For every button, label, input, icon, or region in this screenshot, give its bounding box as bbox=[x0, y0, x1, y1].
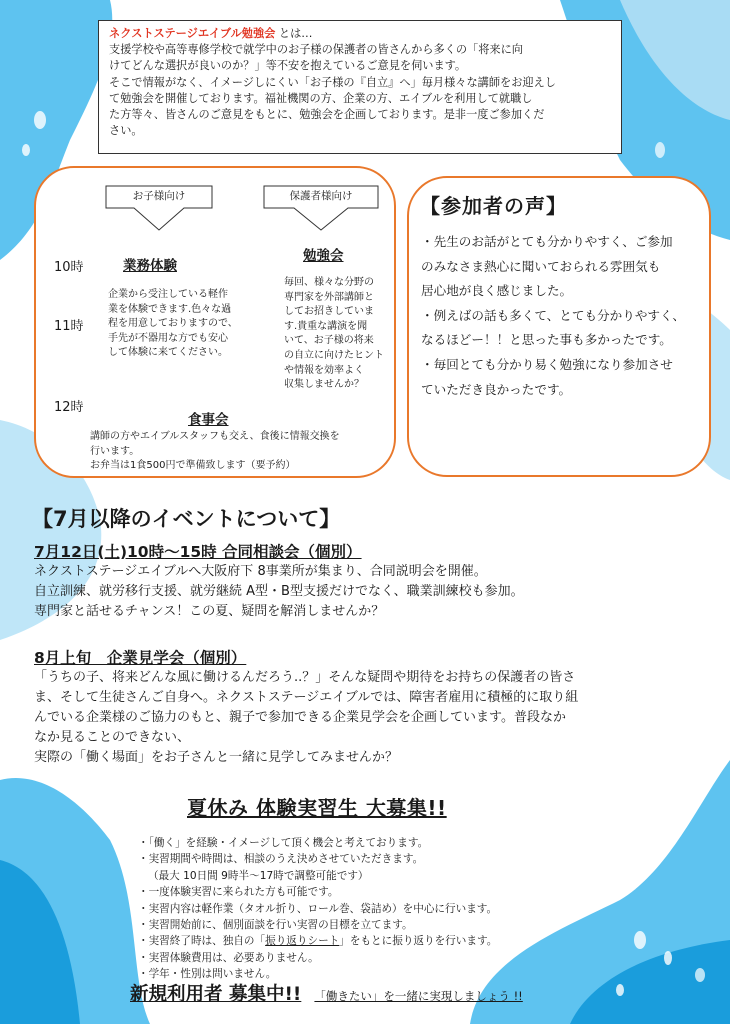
list-item: ・先生のお話がとても分かりやすく、ご参加 bbox=[421, 234, 673, 249]
list-item: ・例えばの話も多くて、とても分かりやすく、 bbox=[421, 307, 685, 323]
intro-line: けてどんな選択が良いのか？」等不安を抱えているご意見を伺います。 bbox=[109, 59, 467, 73]
work-title: 業務体験 bbox=[123, 258, 177, 274]
intro-line: さい。 bbox=[109, 124, 143, 138]
list-item: ・実習期間や時間は、相談のうえ決めさせていただきます。 bbox=[138, 853, 424, 866]
list-item: ・実習開始前に、個別面談を行い実習の目標を立てます。 bbox=[138, 919, 413, 932]
intro-line: た方等々、皆さんのご意見をもとに、勉強会を企画しております。是非一度ご参加くだ bbox=[109, 108, 545, 122]
list-item: ・実習終了時は、独自の「振り返りシート」をもとに振り返りを行います。 bbox=[138, 935, 498, 948]
intro-brand: ネクストステージエイブル勉強会 bbox=[109, 27, 276, 40]
parent-label: 保護者様向け bbox=[289, 190, 353, 202]
summer-list bbox=[138, 835, 497, 983]
event1-title: 7月12日(土)10時～15時 合同相談会（個別） bbox=[34, 543, 362, 561]
voices-list bbox=[421, 230, 709, 402]
summer-title: 夏休み 体験実習生 大募集!! bbox=[187, 796, 447, 820]
lunch-title: 食事会 bbox=[188, 412, 229, 428]
lunch-description: 講師の方やエイブルスタッフも交え、食後に情報交換を 行います。 お弁当は1食500円で準備致します（要予約） bbox=[90, 431, 340, 472]
footer-recruit: 新規利用者 募集中!! bbox=[130, 984, 302, 1005]
list-item: のみなさま熱心に聞いておられる雰囲気も bbox=[421, 258, 661, 274]
list-item: （最大 10日間 9時半～17時で調整可能です） bbox=[148, 869, 369, 882]
voices-title: 【参加者の声】 bbox=[420, 194, 567, 218]
list-item: ・一度体験実習に来られた方も可能です。 bbox=[138, 886, 339, 899]
list-item: ・「働く」を経験・イメージして頂く機会と考えております。 bbox=[138, 837, 429, 849]
work-description: 企業から受注している軽作 業を体験できます.色々な過 程を用意しておりますので、 手先が不器用な方でも安心 して体験に来てください。 bbox=[108, 289, 238, 359]
list-item: ・学年・性別は問いません。 bbox=[138, 968, 277, 981]
time-12: 12時 bbox=[54, 400, 84, 415]
time-11: 11時 bbox=[54, 319, 84, 334]
list-item: なるほどー！！と思った事も多かったです。 bbox=[421, 332, 672, 348]
footer-tagline: 「働きたい」を一緒に実現しましょう !! bbox=[314, 989, 523, 1003]
list-item: ・毎回とても分かり易く勉強になり参加させ bbox=[421, 356, 673, 372]
child-label: お子様向け bbox=[132, 190, 186, 202]
event2-title: 8月上旬 企業見学会（個別） bbox=[34, 649, 247, 667]
study-title: 勉強会 bbox=[303, 248, 344, 264]
study-description: 毎回、様々な分野の 専門家を外部講師と してお招きしていま す.貴重な講演を聞 いて、お子様の将来 の自立に向けたヒント や情報を効率よく 収集しませんか？ bbox=[284, 277, 384, 391]
intro-line: て勉強会を開催しております。福祉機関の方、企業の方、エイブルを利用して就職し bbox=[109, 91, 533, 105]
intro-box bbox=[98, 20, 622, 154]
intro-line: 支援学校や高等専修学校で就学中のお子様の保護者の皆さんから多くの「将来に向 bbox=[109, 43, 523, 57]
list-item: 居心地が良く感じました。 bbox=[421, 283, 573, 299]
event1-body: ネクストステージエイブルへ大阪府下 8事業所が集まり、合同説明会を開催。 自立訓練、就労移行支援、就労継続 A型・B型支援だけでなく、職業訓練校も参加。 専門家と話せるチャンス！この夏、疑問を解消しませんか？ bbox=[34, 564, 524, 619]
intro-brand-suffix: とは… bbox=[278, 27, 313, 40]
intro-line: そこで情報がなく、イメージしにくい「お子様の『自立』へ」毎月様々な講師をお迎えし bbox=[109, 75, 556, 89]
footer bbox=[130, 980, 523, 1006]
list-item: ・実習内容は軽作業（タオル折り、ロール巻、袋詰め）を中心に行います。 bbox=[138, 902, 498, 915]
event2-body: 「うちの子、将来どんな風に働けるんだろう..？」そんな疑問や期待をお持ちの保護者の皆さ ま、そして生徒さんご自身へ。ネクストステージエイブルでは、障害者雇用に積極的に取り組 んでいる企業様のご協力のもと、親子で参加できる企業見学会を企画しています。普段なか なか見ることのできない、 実際の「働く場面」をお子さんと一緒に見学してみませんか？ bbox=[34, 670, 579, 765]
reflection-sheet-label: 振り返りシート bbox=[265, 935, 340, 948]
list-item: ・実習体験費用は、必要ありません。 bbox=[138, 951, 319, 964]
list-item: ていただき良かったです。 bbox=[421, 381, 572, 397]
time-10: 10時 bbox=[54, 260, 84, 275]
events-heading: 【7月以降のイベントについて】 bbox=[32, 507, 341, 531]
